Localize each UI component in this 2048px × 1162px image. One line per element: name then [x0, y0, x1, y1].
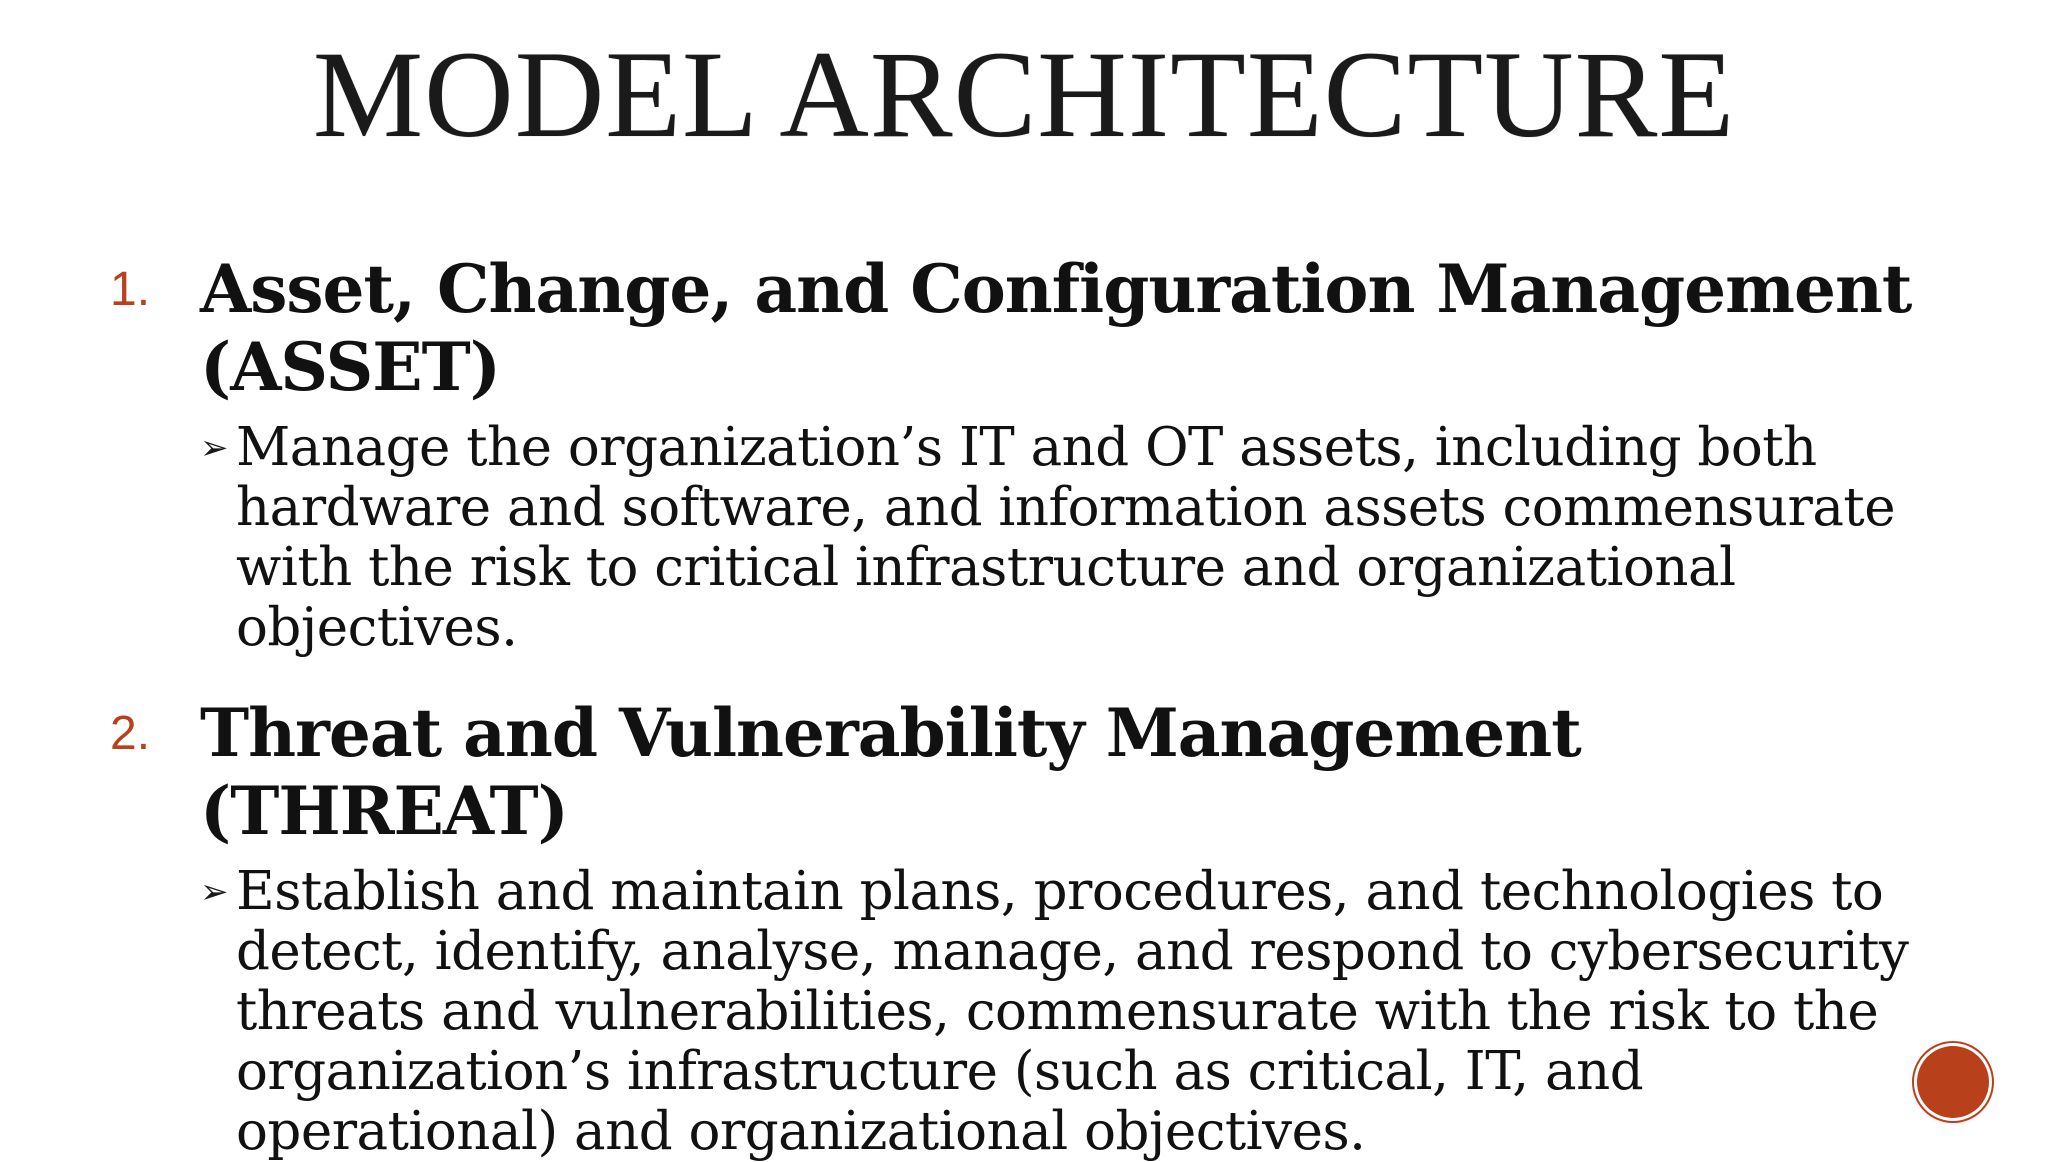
item-number: 1. [110, 263, 151, 316]
slide-title: MODEL ARCHITECTURE [312, 26, 1736, 163]
red-circle-nav-icon[interactable] [1917, 1046, 1989, 1118]
item-number: 2. [110, 707, 151, 760]
list-item [110, 694, 1970, 1162]
list-item [110, 250, 1970, 658]
item-description [200, 862, 1970, 1162]
item-description [200, 418, 1970, 658]
arrowhead-bullet-icon: ➢ [200, 872, 228, 912]
arrowhead-bullet-icon: ➢ [200, 428, 228, 468]
item-heading: Threat and Vulnerability Management (THREAT) [200, 694, 1581, 850]
numbered-list [110, 250, 1970, 1162]
item-heading: Asset, Change, and Configuration Management (ASSET) [200, 250, 1912, 406]
item-description-text: Establish and maintain plans, procedures, and technologies to detect, identify, analyse, manage, and respond to cybersecurity threats and vulnerabilities, commensurate with the risk to the organization’s infrastructure (such as critical, IT, and operational) and organizational objectives. [236, 861, 1909, 1162]
item-description-text: Manage the organization’s IT and OT assets, including both hardware and software, and information assets commensurate with the risk to critical infrastructure and organizational objectives. [236, 417, 1896, 658]
